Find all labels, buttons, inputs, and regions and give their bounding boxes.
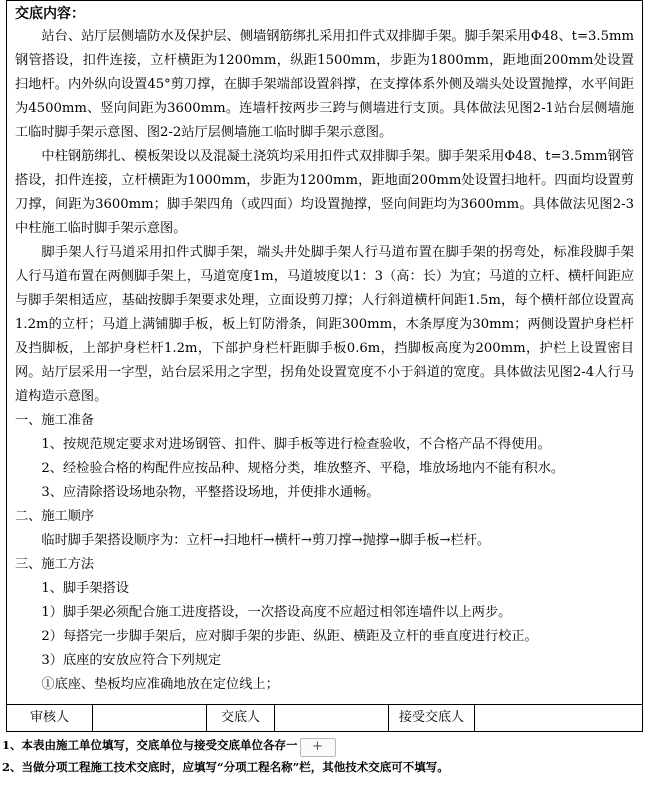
receiver-label: 接受交底人: [389, 705, 475, 731]
receiver-signature-field[interactable]: [475, 705, 642, 731]
note-1: [2, 734, 651, 756]
paragraph-walkway: 脚手架人行马道采用扣件式脚手架，端头井处脚手架人行马道布置在脚手架的拐弯处，标准段脚手架人行马道布置在两侧脚手架上，马道宽度1m，马道坡度以1：3（高：长）为宜；马道的立杆、横杆间距应与脚手架相适应，基础按脚手架要求处理，立面设剪刀撑；人行斜道横杆间距1.5m，每个横杆部位设置高1.2m的立杆；马道上满铺脚手板，板上钉防滑条，间距300mm，木条厚度为30mm；两侧设置护身栏杆及挡脚板，上部护身栏杆1.2m，下部护身栏杆距脚手板0.6m，挡脚板高度为200mm，护栏上设置密目网。站厅层采用一字型，站台层采用之字型，拐角处设置宽度不小于斜道的宽度。具体做法见图2-4人行马道构造示意图。: [15, 245, 634, 404]
form-notes: [2, 734, 651, 778]
section-heading-sequence: 二、施工顺序: [15, 509, 95, 524]
discloser-signature-field[interactable]: [275, 705, 389, 731]
expand-button[interactable]: +: [300, 738, 336, 757]
section-heading-preparation: 一、施工准备: [15, 413, 95, 428]
content-title: 交底内容：: [15, 6, 85, 22]
paragraph-side-wall-scaffold: 站台、站厅层侧墙防水及保护层、侧墙钢筋绑扎采用扣件式双排脚手架。脚手架采用Φ48、t=3.5mm钢管搭设，扣件连接，立杆横距为1200mm，纵距1500mm，步距为1800mm，距地面200mm处设置扫地杆。内外纵向设置45°剪刀撑，在脚手架端部设置斜撑，在支撑体系外侧及端头处设置抛撑，水平间距为4500mm、竖向间距为3600mm。连墙杆按两步三跨与侧墙进行支顶。具体做法见图2-1站台层侧墙施工临时脚手架示意图、图2-2站厅层侧墙施工临时脚手架示意图。: [15, 29, 634, 140]
disclosure-content: [7, 1, 642, 705]
reviewer-label: 审核人: [7, 705, 93, 731]
section-heading-method: 三、施工方法: [15, 557, 95, 572]
reviewer-signature-field[interactable]: [93, 705, 207, 731]
list-item: 1、按规范规定要求对进场钢管、扣件、脚手板等进行检查验收，不合格产品不得使用。: [41, 437, 551, 452]
list-item: 2）每搭完一步脚手架后，应对脚手架的步距、纵距、横距及立杆的垂直度进行校正。: [41, 629, 538, 644]
list-item: 3、应清除搭设场地杂物，平整搭设场地，并使排水通畅。: [41, 485, 380, 500]
paragraph-center-column-scaffold: 中柱钢筋绑扎、模板架设以及混凝土浇筑均采用扣件式双排脚手架。脚手架采用Φ48、t=3.5mm钢管搭设，扣件连接，立杆横距为1000mm，步距为1200mm，距地面200mm处设置扫地杆。四面均设置剪刀撑，间距为3600mm；脚手架四角（或四面）均设置抛撑，竖向间距均为3600mm。具体做法见图2-3中柱施工临时脚手架示意图。: [15, 149, 634, 236]
discloser-label: 交底人: [207, 705, 275, 731]
note-2: 2、当做分项工程施工技术交底时，应填写“分项工程名称”栏，其他技术交底可不填写。: [2, 760, 449, 774]
list-item: 1、脚手架搭设: [41, 581, 129, 596]
list-item: 2、经检验合格的构配件应按品种、规格分类，堆放整齐、平稳，堆放场地内不能有积水。: [41, 461, 565, 476]
list-item: 3）底座的安放应符合下列规定: [41, 653, 222, 668]
list-item: 临时脚手架搭设顺序为：立杆→扫地杆→横杆→剪刀撑→抛撑→脚手板→栏杆。: [41, 533, 491, 548]
list-item: ①底座、垫板均应准确地放在定位线上；: [41, 677, 279, 692]
list-item: 1）脚手架必须配合施工进度搭设，一次搭设高度不应超过相邻连墙件以上两步。: [41, 605, 512, 620]
disclosure-form: [6, 0, 643, 732]
note-1-text: 1、本表由施工单位填写，交底单位与接受交底单位各存一: [2, 738, 298, 752]
signature-row: [7, 705, 642, 731]
